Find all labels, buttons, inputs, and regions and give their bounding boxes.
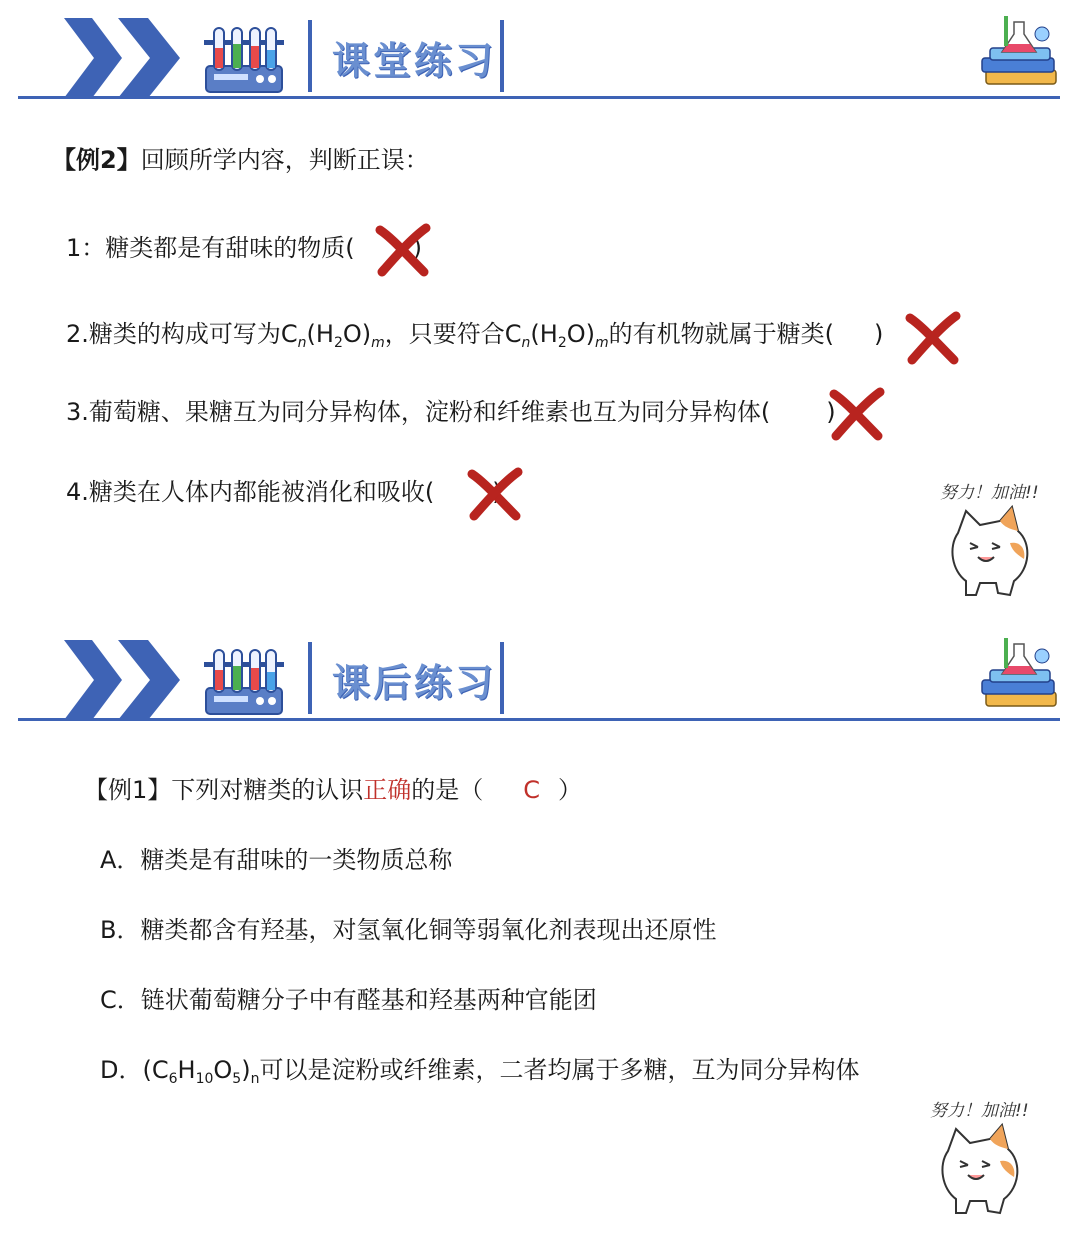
chevron-arrows-icon bbox=[64, 18, 194, 98]
example1-heading: 【例1】下列对糖类的认识正确的是（ C ） bbox=[84, 776, 583, 804]
chevron-arrows-icon bbox=[64, 640, 194, 720]
option-d: D．$(C_6H_{10}O_5)_n$可以是淀粉或纤维素，二者均属于多糖，互为同分异构体 bbox=[100, 1056, 860, 1087]
banner-underline bbox=[18, 96, 1060, 99]
books-flask-icon bbox=[980, 636, 1062, 714]
statement-2: 2.糖类的构成可写为$C_n(H_2O)_m$，只要符合$C_n(H_2O)_m$的有机物就属于糖类( ) bbox=[66, 320, 884, 351]
cheering-cat-sticker bbox=[930, 1096, 1048, 1216]
red-cross-mark-icon bbox=[372, 222, 434, 278]
title-divider-right bbox=[500, 20, 504, 92]
test-tube-rack-icon bbox=[200, 644, 288, 718]
red-cross-mark-icon bbox=[464, 466, 526, 522]
section-title: 课堂练习 bbox=[332, 39, 497, 83]
title-divider-left bbox=[308, 642, 312, 714]
example-bracket: 【例2】 bbox=[52, 146, 141, 174]
option-a: A．糖类是有甜味的一类物质总称 bbox=[100, 846, 453, 874]
cat-icon bbox=[940, 503, 1040, 597]
answer-letter: C bbox=[523, 776, 541, 804]
banner-underline bbox=[18, 718, 1060, 721]
red-cross-mark-icon bbox=[826, 386, 888, 442]
title-divider-right bbox=[500, 642, 504, 714]
section-banner-classroom bbox=[0, 0, 1080, 110]
example-prompt: 回顾所学内容，判断正误： bbox=[140, 146, 429, 174]
cheer-caption: 努力！加油!! bbox=[930, 1101, 1029, 1121]
option-c: C．链状葡萄糖分子中有醛基和羟基两种官能团 bbox=[100, 986, 597, 1014]
cat-icon bbox=[930, 1121, 1030, 1215]
example2-heading bbox=[52, 144, 429, 176]
example-bracket: 【例1】 bbox=[84, 776, 172, 804]
section-title: 课后练习 bbox=[332, 661, 497, 705]
section-banner-homework bbox=[0, 622, 1080, 732]
cheering-cat-sticker bbox=[940, 478, 1058, 598]
cheer-caption: 努力！加油!! bbox=[940, 483, 1039, 503]
red-cross-mark-icon bbox=[902, 310, 964, 366]
statement-1: 1：糖类都是有甜味的物质( ) bbox=[66, 234, 423, 262]
test-tube-rack-icon bbox=[200, 22, 288, 96]
option-b: B．糖类都含有羟基，对氢氧化铜等弱氧化剂表现出还原性 bbox=[100, 916, 717, 944]
statement-4: 4.糖类在人体内都能被消化和吸收( ) bbox=[66, 478, 502, 506]
statement-3: 3.葡萄糖、果糖互为同分异构体，淀粉和纤维素也互为同分异构体( ) bbox=[66, 398, 836, 426]
books-flask-icon bbox=[980, 14, 1062, 92]
title-divider-left bbox=[308, 20, 312, 92]
emphasis-correct: 正确 bbox=[363, 776, 412, 804]
